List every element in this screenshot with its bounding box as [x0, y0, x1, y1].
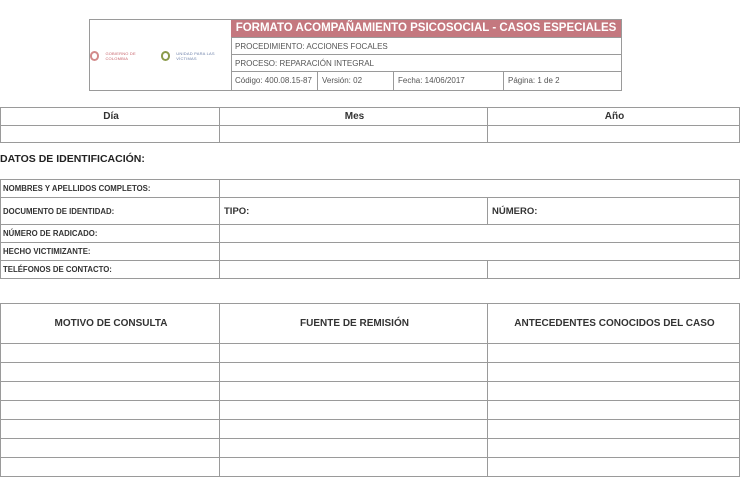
procedimiento-label: PROCEDIMIENTO: ACCIONES FOCALES	[231, 38, 621, 55]
fuente-cell[interactable]	[220, 363, 488, 382]
motivo-cell[interactable]	[1, 420, 220, 439]
table-row	[1, 439, 740, 458]
telefono-field-1[interactable]	[220, 261, 488, 279]
fuente-cell[interactable]	[220, 439, 488, 458]
mes-field[interactable]	[220, 126, 488, 143]
table-row	[1, 363, 740, 382]
numero-field[interactable]: NÚMERO:	[488, 198, 740, 225]
unidad-logo-text: UNIDAD PARA LAS VÍCTIMAS	[176, 50, 215, 61]
fuente-header: FUENTE DE REMISIÓN	[220, 304, 488, 344]
antecedentes-cell[interactable]	[488, 382, 740, 401]
fuente-cell[interactable]	[220, 344, 488, 363]
fecha-label: Fecha: 14/06/2017	[394, 72, 504, 91]
gobierno-logo-text: GOBIERNO DE COLOMBIA	[105, 50, 136, 61]
telefonos-label: TELÉFONOS DE CONTACTO:	[1, 261, 220, 279]
fuente-cell[interactable]	[220, 382, 488, 401]
identificacion-section-title: DATOS DE IDENTIFICACIÓN:	[0, 153, 145, 165]
identificacion-table	[0, 179, 740, 279]
mes-header: Mes	[220, 108, 488, 126]
document-header	[89, 19, 622, 91]
table-row	[1, 401, 740, 420]
radicado-label: NÚMERO DE RADICADO:	[1, 225, 220, 243]
antecedentes-cell[interactable]	[488, 458, 740, 477]
antecedentes-cell[interactable]	[488, 344, 740, 363]
motivo-cell[interactable]	[1, 401, 220, 420]
motivo-table	[0, 303, 740, 477]
anio-field[interactable]	[488, 126, 740, 143]
fuente-cell[interactable]	[220, 401, 488, 420]
table-row	[1, 382, 740, 401]
antecedentes-cell[interactable]	[488, 439, 740, 458]
nombres-label: NOMBRES Y APELLIDOS COMPLETOS:	[1, 180, 220, 198]
dia-field[interactable]	[1, 126, 220, 143]
motivo-cell[interactable]	[1, 363, 220, 382]
fuente-cell[interactable]	[220, 420, 488, 439]
date-table	[0, 107, 740, 143]
table-row	[1, 344, 740, 363]
tipo-field[interactable]: TIPO:	[220, 198, 488, 225]
hecho-field[interactable]	[220, 243, 740, 261]
gobierno-seal-icon	[90, 51, 99, 61]
motivo-cell[interactable]	[1, 382, 220, 401]
hecho-label: HECHO VICTIMIZANTE:	[1, 243, 220, 261]
version-label: Versión: 02	[318, 72, 394, 91]
nombres-field[interactable]	[220, 180, 740, 198]
antecedentes-cell[interactable]	[488, 401, 740, 420]
dia-header: Día	[1, 108, 220, 126]
fuente-cell[interactable]	[220, 458, 488, 477]
pagina-label: Página: 1 de 2	[508, 76, 560, 85]
anio-header: Año	[488, 108, 740, 126]
table-row	[1, 420, 740, 439]
motivo-cell[interactable]	[1, 344, 220, 363]
table-row	[1, 458, 740, 477]
telefono-field-2[interactable]	[488, 261, 740, 279]
proceso-label: PROCESO: REPARACIÓN INTEGRAL	[231, 55, 621, 72]
antecedentes-cell[interactable]	[488, 420, 740, 439]
unidad-seal-icon	[161, 51, 170, 61]
codigo-label: Código: 400.08.15-87	[231, 72, 318, 91]
documento-label: DOCUMENTO DE IDENTIDAD:	[1, 198, 220, 225]
motivo-cell[interactable]	[1, 458, 220, 477]
motivo-cell[interactable]	[1, 439, 220, 458]
antecedentes-header: ANTECEDENTES CONOCIDOS DEL CASO	[488, 304, 740, 344]
antecedentes-cell[interactable]	[488, 363, 740, 382]
document-title: FORMATO ACOMPAÑAMIENTO PSICOSOCIAL - CASOS ESPECIALES	[231, 20, 621, 38]
logo-area	[90, 20, 232, 91]
radicado-field[interactable]	[220, 225, 740, 243]
motivo-header: MOTIVO DE CONSULTA	[1, 304, 220, 344]
